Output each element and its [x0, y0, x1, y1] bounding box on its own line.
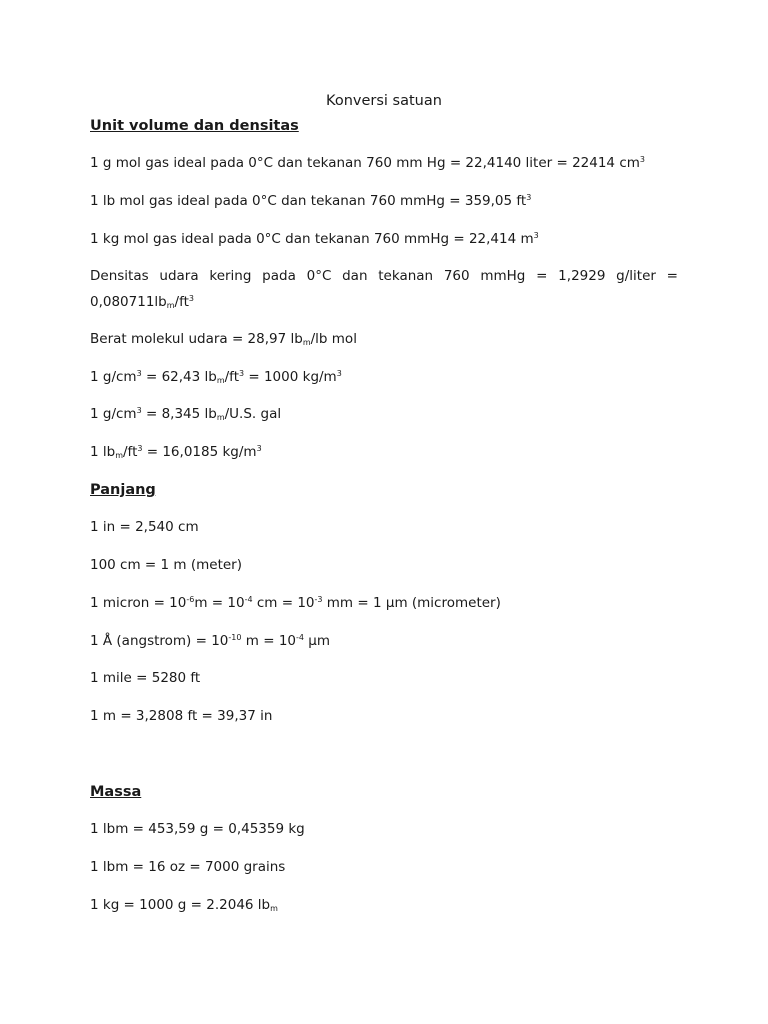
- panjang-line-6: 1 m = 3,2808 ft = 39,37 in: [90, 708, 273, 724]
- massa-line-1: 1 lbm = 453,59 g = 0,45359 kg: [90, 821, 305, 837]
- panjang-line-3: 1 micron = $10^{-6}m = 10^{-4}$ cm = $10^{-3}$ mm = 1 µm (micrometer): [90, 595, 501, 611]
- panjang-line-2: 100 cm = 1 m (meter): [90, 557, 242, 573]
- section-heading-panjang: Panjang: [90, 482, 156, 498]
- panjang-line-4: 1 Å (angstrom) = $10^{-10}$ $m = 10^{-4}$ µm: [90, 633, 331, 649]
- volume-line-3: 1 kg mol gas ideal pada 0°C dan tekanan 760 mmHg = 22,414 $m^3$: [90, 231, 539, 247]
- volume-line-5: Berat molekul udara = 28,97 $lb_m/lb$ mol: [90, 331, 357, 347]
- volume-line-8: 1 $lb_m/ft^3 = 16,0185$ $kg/m^3$: [90, 444, 262, 460]
- panjang-line-1: 1 in = 2,540 cm: [90, 519, 199, 535]
- document-page: [90, 0, 678, 1024]
- panjang-line-5: 1 mile = 5280 ft: [90, 670, 201, 686]
- volume-line-7: 1 $g/cm^3 = 8,345$ $lb_m/U.S$. gal: [90, 406, 282, 422]
- volume-line-6: 1 $g/cm^3 = 62,43$ $lb_m/ft^3 = 1000$ $kg/m^3$: [90, 369, 342, 385]
- volume-line-2: 1 lb mol gas ideal pada 0°C dan tekanan 760 mmHg = 359,05 $ft^3$: [90, 193, 532, 209]
- massa-line-2: 1 lbm = 16 oz = 7000 grains: [90, 859, 286, 875]
- volume-line-1: 1 g mol gas ideal pada 0°C dan tekanan 760 mm Hg = 22,4140 liter = 22414 $cm^3$: [90, 155, 645, 171]
- section-heading-volume: Unit volume dan densitas: [90, 118, 299, 134]
- volume-line-4: Densitas udara kering pada 0°C dan tekanan 760 mmHg = 1,2929 g/liter = $0,080711lb_m/ft^3$: [90, 268, 678, 310]
- massa-line-3: 1 kg = 1000 g = 2.2046 $lb_m$: [90, 897, 278, 913]
- section-heading-massa: Massa: [90, 784, 142, 800]
- page-title: Konversi satuan: [326, 93, 442, 109]
